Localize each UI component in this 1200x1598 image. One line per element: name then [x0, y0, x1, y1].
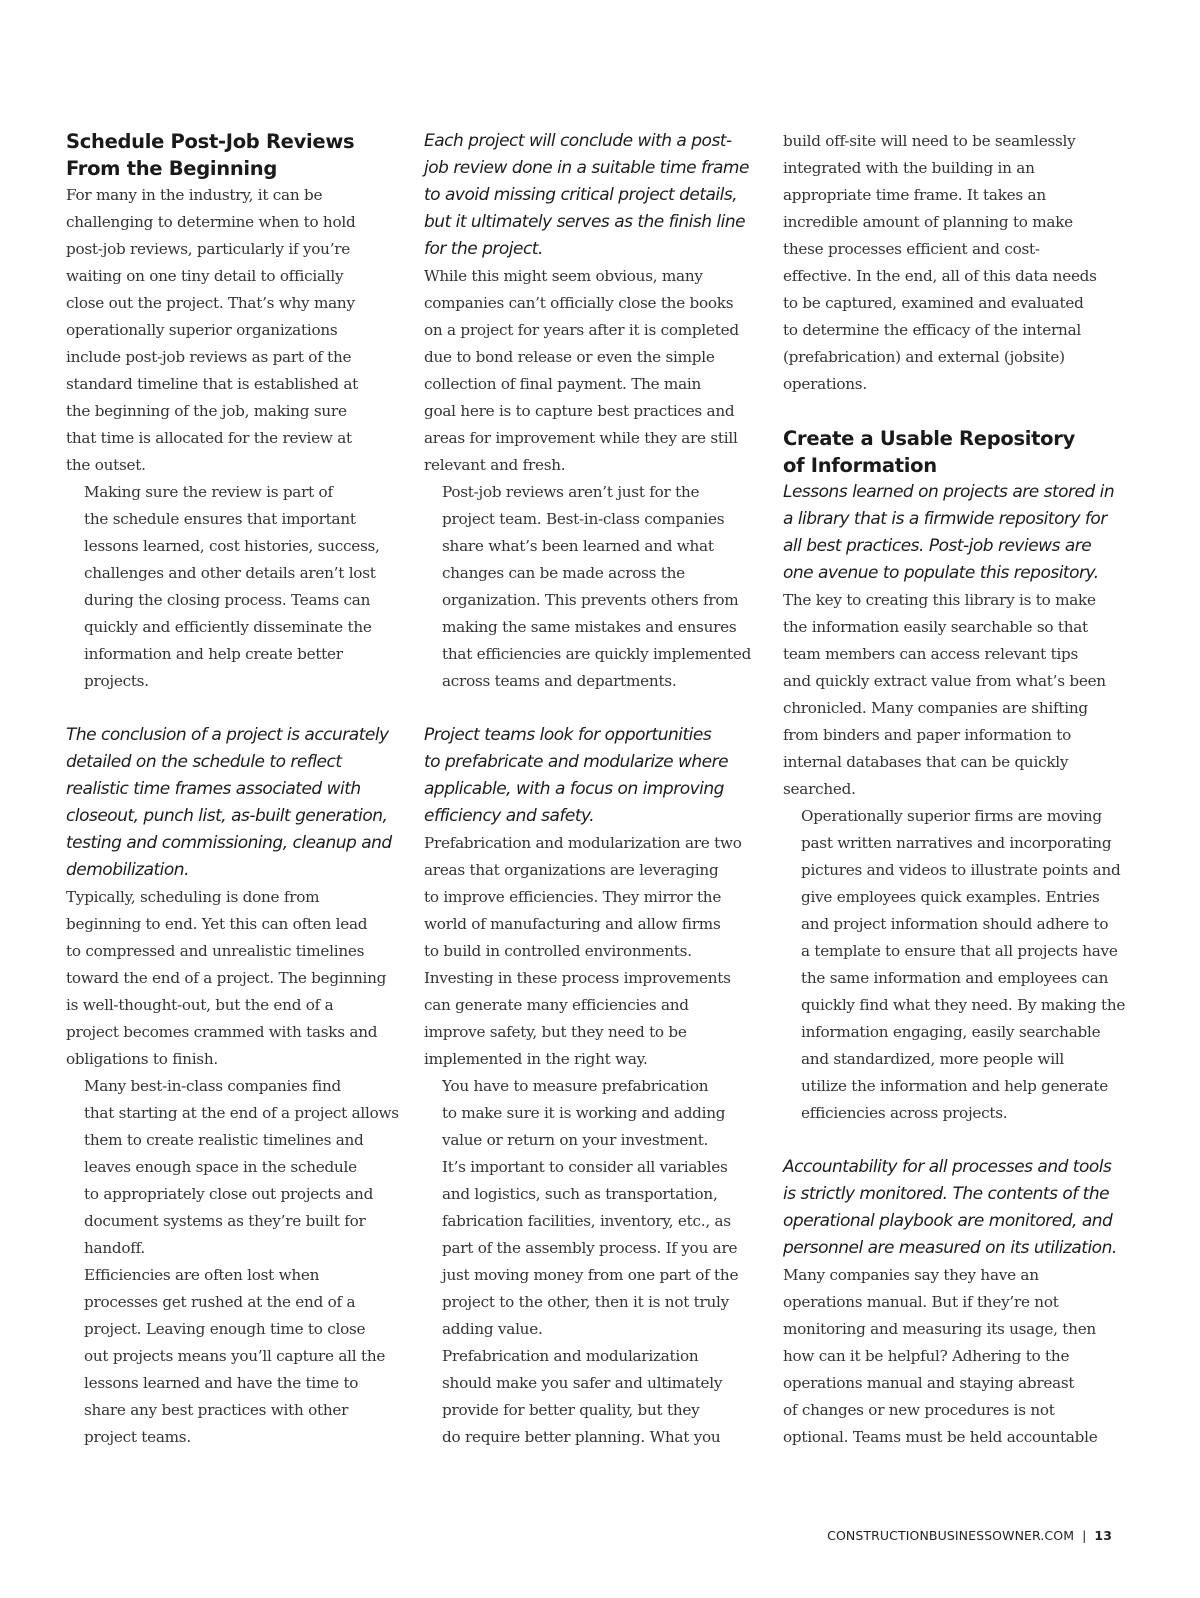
body-paragraph	[424, 830, 766, 1073]
text-line: lessons learned and have the time to	[84, 1374, 359, 1392]
text-line: detailed on the schedule to reflect	[66, 752, 342, 772]
text-line: efficiency and safety.	[424, 806, 595, 826]
body-paragraph	[783, 1262, 1125, 1451]
text-line: goal here is to capture best practices and	[424, 402, 735, 420]
text-line: project team. Best-in-class companies	[442, 510, 725, 528]
text-line: For many in the industry, it can be	[66, 186, 323, 204]
text-line: on a project for years after it is completed	[424, 321, 739, 339]
text-line: Lessons learned on projects are stored in	[783, 482, 1115, 502]
text-line: project teams.	[84, 1428, 191, 1446]
text-line: but it ultimately serves as the finish line	[424, 212, 746, 232]
page-footer	[827, 1528, 1112, 1543]
text-line: beginning to end. Yet this can often lead	[66, 915, 368, 933]
text-line: changes can be made across the	[442, 564, 685, 582]
text-line: The conclusion of a project is accurately	[66, 725, 389, 745]
text-line: optional. Teams must be held accountable	[783, 1428, 1098, 1446]
body-paragraph	[66, 1073, 408, 1262]
text-line: fabrication facilities, inventory, etc., as	[442, 1212, 731, 1230]
text-line: can generate many efficiencies and	[424, 996, 689, 1014]
text-line: to avoid missing critical project details,	[424, 185, 738, 205]
body-paragraph	[424, 263, 766, 479]
text-line: organization. This prevents others from	[442, 591, 739, 609]
website-url: CONSTRUCTIONBUSINESSOWNER.COM	[827, 1528, 1075, 1543]
page-number: 13	[1094, 1528, 1112, 1543]
text-line: and quickly extract value from what’s been	[783, 672, 1106, 690]
text-line: include post-job reviews as part of the	[66, 348, 352, 366]
text-line: provide for better quality, but they	[442, 1401, 700, 1419]
text-line: share what’s been learned and what	[442, 537, 714, 555]
text-line: do require better planning. What you	[442, 1428, 721, 1446]
text-line: that starting at the end of a project allows	[84, 1104, 399, 1122]
text-line: The key to creating this library is to make	[783, 591, 1096, 609]
text-line: demobilization.	[66, 860, 189, 880]
text-line: for the project.	[424, 239, 543, 259]
text-line: pictures and videos to illustrate points and	[801, 861, 1121, 879]
text-line: should make you safer and ultimately	[442, 1374, 723, 1392]
text-line: Efficiencies are often lost when	[84, 1266, 320, 1284]
body-paragraph	[424, 479, 766, 695]
text-line: companies can’t officially close the books	[424, 294, 734, 312]
text-line: the schedule ensures that important	[84, 510, 356, 528]
column-3	[783, 128, 1125, 1451]
text-line: chronicled. Many companies are shifting	[783, 699, 1088, 717]
body-paragraph	[783, 587, 1125, 803]
text-line: to improve efficiencies. They mirror the	[424, 888, 722, 906]
text-line: during the closing process. Teams can	[84, 591, 371, 609]
text-line: operations.	[783, 375, 867, 393]
text-line: how can it be helpful? Adhering to the	[783, 1347, 1070, 1365]
text-line: obligations to finish.	[66, 1050, 218, 1068]
body-paragraph	[783, 803, 1125, 1127]
text-line: adding value.	[442, 1320, 543, 1338]
body-paragraph	[66, 1262, 408, 1451]
body-paragraph	[424, 1343, 766, 1451]
text-line: collection of final payment. The main	[424, 375, 702, 393]
body-paragraph	[66, 479, 408, 695]
text-line: operationally superior organizations	[66, 321, 338, 339]
text-line: handoff.	[84, 1239, 146, 1257]
text-line: is well-thought-out, but the end of a	[66, 996, 334, 1014]
text-line: that efficiencies are quickly implemented	[442, 645, 752, 663]
text-line: across teams and departments.	[442, 672, 677, 690]
text-line: While this might seem obvious, many	[424, 267, 703, 285]
text-line: close out the project. That’s why many	[66, 294, 355, 312]
text-line: document systems as they’re built for	[84, 1212, 366, 1230]
section-heading	[66, 128, 408, 182]
body-paragraph	[783, 128, 1125, 398]
text-line: is strictly monitored. The contents of the	[783, 1184, 1110, 1204]
text-line: give employees quick examples. Entries	[801, 888, 1100, 906]
body-paragraph	[66, 884, 408, 1073]
text-line: quickly and efficiently disseminate the	[84, 618, 372, 636]
text-line: efficiencies across projects.	[801, 1104, 1008, 1122]
text-line: past written narratives and incorporating	[801, 834, 1112, 852]
pull-quote	[66, 722, 408, 884]
pull-quote	[783, 479, 1125, 587]
text-line: of changes or new procedures is not	[783, 1401, 1055, 1419]
text-line: You have to measure prefabrication	[442, 1077, 709, 1095]
text-line: monitoring and measuring its usage, then	[783, 1320, 1096, 1338]
text-line: to determine the efficacy of the internal	[783, 321, 1081, 339]
text-line: Operationally superior firms are moving	[801, 807, 1102, 825]
text-line: Prefabrication and modularization	[442, 1347, 699, 1365]
text-line: from binders and paper information to	[783, 726, 1071, 744]
text-line: implemented in the right way.	[424, 1050, 648, 1068]
text-line: and project information should adhere to	[801, 915, 1109, 933]
text-line: information engaging, easily searchable	[801, 1023, 1101, 1041]
text-line: operations manual and staying abreast	[783, 1374, 1075, 1392]
body-paragraph	[424, 1073, 766, 1343]
text-line: the beginning of the job, making sure	[66, 402, 347, 420]
text-line: Schedule Post-Job Reviews	[66, 130, 355, 153]
text-line: project becomes crammed with tasks and	[66, 1023, 378, 1041]
text-line: projects.	[84, 672, 149, 690]
text-line: effective. In the end, all of this data needs	[783, 267, 1097, 285]
text-line: team members can access relevant tips	[783, 645, 1079, 663]
text-line: a template to ensure that all projects have	[801, 942, 1118, 960]
text-line: to be captured, examined and evaluated	[783, 294, 1084, 312]
text-line: build off-site will need to be seamlessly	[783, 132, 1076, 150]
text-line: one avenue to populate this repository.	[783, 563, 1099, 583]
text-line: Each project will conclude with a post-	[424, 131, 732, 151]
section-heading	[783, 425, 1125, 479]
text-line: due to bond release or even the simple	[424, 348, 715, 366]
text-line: standard timeline that is established at	[66, 375, 358, 393]
text-line: of Information	[783, 454, 937, 477]
text-line: applicable, with a focus on improving	[424, 779, 724, 799]
text-line: lessons learned, cost histories, success,	[84, 537, 380, 555]
text-line: (prefabrication) and external (jobsite)	[783, 348, 1065, 366]
text-line: quickly find what they need. By making the	[801, 996, 1126, 1014]
text-line: Create a Usable Repository	[783, 427, 1075, 450]
column-2	[424, 128, 766, 1451]
text-line: to compressed and unrealistic timelines	[66, 942, 365, 960]
text-line: searched.	[783, 780, 856, 798]
body-paragraph	[66, 182, 408, 479]
column-1	[66, 128, 408, 1451]
text-line: Making sure the review is part of	[84, 483, 333, 501]
text-line: and standardized, more people will	[801, 1050, 1065, 1068]
text-line: to build in controlled environments.	[424, 942, 692, 960]
pull-quote	[783, 1154, 1125, 1262]
text-line: post-job reviews, particularly if you’re	[66, 240, 351, 258]
text-line: job review done in a suitable time frame	[424, 158, 749, 178]
text-line: Post-job reviews aren’t just for the	[442, 483, 700, 501]
text-line: improve safety, but they need to be	[424, 1023, 687, 1041]
text-line: It’s important to consider all variables	[442, 1158, 728, 1176]
text-line: areas for improvement while they are still	[424, 429, 738, 447]
text-line: closeout, punch list, as-built generation,	[66, 806, 388, 826]
text-line: these processes efficient and cost-	[783, 240, 1040, 258]
text-line: a library that is a firmwide repository for	[783, 509, 1107, 529]
text-line: world of manufacturing and allow firms	[424, 915, 721, 933]
text-line: information and help create better	[84, 645, 343, 663]
text-line: Investing in these process improvements	[424, 969, 731, 987]
text-line: Prefabrication and modularization are two	[424, 834, 742, 852]
text-line: utilize the information and help generate	[801, 1077, 1109, 1095]
text-line: project. Leaving enough time to close	[84, 1320, 366, 1338]
text-line: leaves enough space in the schedule	[84, 1158, 357, 1176]
text-line: part of the assembly process. If you are	[442, 1239, 738, 1257]
text-line: Many best-in-class companies find	[84, 1077, 341, 1095]
text-line: challenging to determine when to hold	[66, 213, 356, 231]
text-line: to appropriately close out projects and	[84, 1185, 374, 1203]
text-line: areas that organizations are leveraging	[424, 861, 719, 879]
text-line: Accountability for all processes and tools	[783, 1157, 1112, 1177]
text-line: internal databases that can be quickly	[783, 753, 1069, 771]
text-line: the same information and employees can	[801, 969, 1109, 987]
text-line: Project teams look for opportunities	[424, 725, 712, 745]
text-line: all best practices. Post-job reviews are	[783, 536, 1092, 556]
text-line: just moving money from one part of the	[442, 1266, 739, 1284]
text-line: value or return on your investment.	[442, 1131, 709, 1149]
text-line: to prefabricate and modularize where	[424, 752, 729, 772]
text-line: to make sure it is working and adding	[442, 1104, 726, 1122]
text-line: appropriate time frame. It takes an	[783, 186, 1046, 204]
text-line: integrated with the building in an	[783, 159, 1035, 177]
text-line: Typically, scheduling is done from	[66, 888, 320, 906]
text-line: realistic time frames associated with	[66, 779, 361, 799]
text-line: processes get rushed at the end of a	[84, 1293, 356, 1311]
text-line: personnel are measured on its utilization.	[783, 1238, 1117, 1258]
text-line: making the same mistakes and ensures	[442, 618, 737, 636]
text-line: From the Beginning	[66, 157, 278, 180]
text-line: and logistics, such as transportation,	[442, 1185, 718, 1203]
text-line: operational playbook are monitored, and	[783, 1211, 1113, 1231]
footer-separator: |	[1082, 1528, 1087, 1543]
text-line: waiting on one tiny detail to officially	[66, 267, 344, 285]
text-line: the outset.	[66, 456, 146, 474]
text-line: that time is allocated for the review at	[66, 429, 352, 447]
text-line: incredible amount of planning to make	[783, 213, 1073, 231]
text-line: them to create realistic timelines and	[84, 1131, 364, 1149]
pull-quote	[424, 722, 766, 830]
text-line: the information easily searchable so that	[783, 618, 1088, 636]
text-line: relevant and fresh.	[424, 456, 566, 474]
text-line: toward the end of a project. The beginning	[66, 969, 387, 987]
text-line: Many companies say they have an	[783, 1266, 1039, 1284]
text-line: challenges and other details aren’t lost	[84, 564, 376, 582]
text-line: share any best practices with other	[84, 1401, 349, 1419]
text-line: operations manual. But if they’re not	[783, 1293, 1059, 1311]
text-line: testing and commissioning, cleanup and	[66, 833, 392, 853]
text-line: out projects means you’ll capture all the	[84, 1347, 386, 1365]
text-line: project to the other, then it is not truly	[442, 1293, 729, 1311]
pull-quote	[424, 128, 766, 263]
